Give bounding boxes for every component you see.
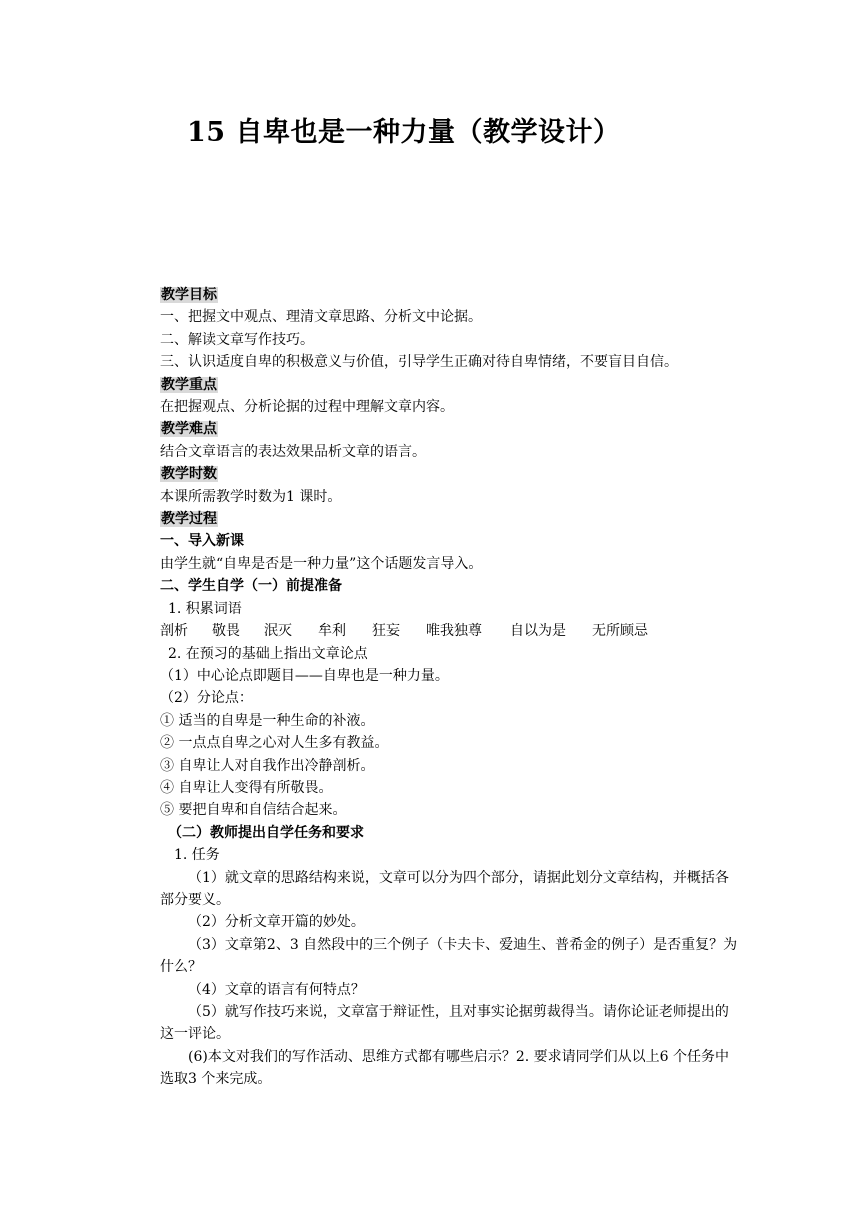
vocab-word: 自以为是 — [510, 623, 566, 640]
task-item: （1）就文章的思路结构来说，文章可以分为四个部分，请据此划分文章结构，并概括各部分要义。 — [160, 869, 729, 908]
objective-item: 二、解读文章写作技巧。 — [160, 331, 314, 348]
hours-text: 本课所需教学时数为1 课时。 — [160, 488, 342, 505]
section1-text: 由学生就“自卑是否是一种力量”这个话题发言导入。 — [160, 555, 483, 572]
document-body — [160, 284, 740, 1091]
sub-point: ④ 自卑让人变得有所敬畏。 — [160, 779, 333, 796]
sub-point: ③ 自卑让人对自我作出冷静剖析。 — [160, 757, 375, 774]
vocab-word: 敬畏 — [212, 623, 240, 640]
vocab-word: 牟利 — [318, 623, 346, 640]
vocab-word: 狂妄 — [372, 623, 400, 640]
vocab-heading: 1. 积累词语 — [168, 600, 242, 617]
thesis-heading: 2. 在预习的基础上指出文章论点 — [168, 645, 368, 662]
key-points-text: 在把握观点、分析论据的过程中理解文章内容。 — [160, 399, 454, 416]
task-item: （4）文章的语言有何特点？ — [188, 981, 365, 998]
vocab-word: 唯我独尊 — [426, 623, 482, 640]
hours-heading: 教学时数 — [161, 466, 217, 483]
section1-heading: 一、导入新课 — [160, 533, 244, 550]
difficulties-heading: 教学难点 — [161, 421, 217, 438]
objectives-heading: 教学目标 — [161, 287, 217, 303]
task-item: （5）就写作技巧来说，文章富于辩证性，且对事实论据剪裁得当。请你论证老师提出的这一评论。 — [160, 1004, 729, 1043]
sub-point: ① 适当的自卑是一种生命的补液。 — [160, 712, 375, 729]
section2-heading: 二、学生自学（一）前提准备 — [160, 578, 342, 595]
process-heading: 教学过程 — [161, 511, 217, 528]
vocab-list — [160, 620, 740, 642]
sub-point: ② 一点点自卑之心对人生多有教益。 — [160, 735, 389, 752]
task-heading: 1. 任务 — [174, 847, 220, 864]
sub-points-heading: （2）分论点： — [160, 690, 253, 707]
difficulties-text: 结合文章语言的表达效果品析文章的语言。 — [160, 443, 426, 460]
task-item: (6)本文对我们的写作活动、思维方式都有哪些启示？2. 要求请同学们从以上6 个任务中选取3 个来完成。 — [160, 1048, 729, 1088]
central-thesis: （1）中心论点即题目——自卑也是一种力量。 — [160, 667, 449, 684]
sub-point: ⑤ 要把自卑和自信结合起来。 — [160, 802, 347, 819]
vocab-word: 无所顾忌 — [592, 623, 648, 640]
key-points-heading: 教学重点 — [161, 376, 217, 393]
document-title: 15 自卑也是一种力量（教学设计） — [187, 117, 621, 148]
task-item: （3）文章第2、3 自然段中的三个例子（卡夫卡、爱迪生、普希金的例子）是否重复？为什么？ — [160, 936, 738, 976]
vocab-word: 剖析 — [160, 623, 188, 640]
vocab-word: 泯灭 — [264, 623, 292, 640]
section3-heading: （二）教师提出自学任务和要求 — [168, 824, 364, 841]
task-item: （2）分析文章开篇的妙处。 — [188, 914, 365, 931]
objective-item: 一、把握文中观点、理清文章思路、分析文中论据。 — [160, 309, 482, 326]
objective-item: 三、认识适度自卑的积极意义与价值，引导学生正确对待自卑情绪，不要盲目自信。 — [160, 354, 678, 371]
